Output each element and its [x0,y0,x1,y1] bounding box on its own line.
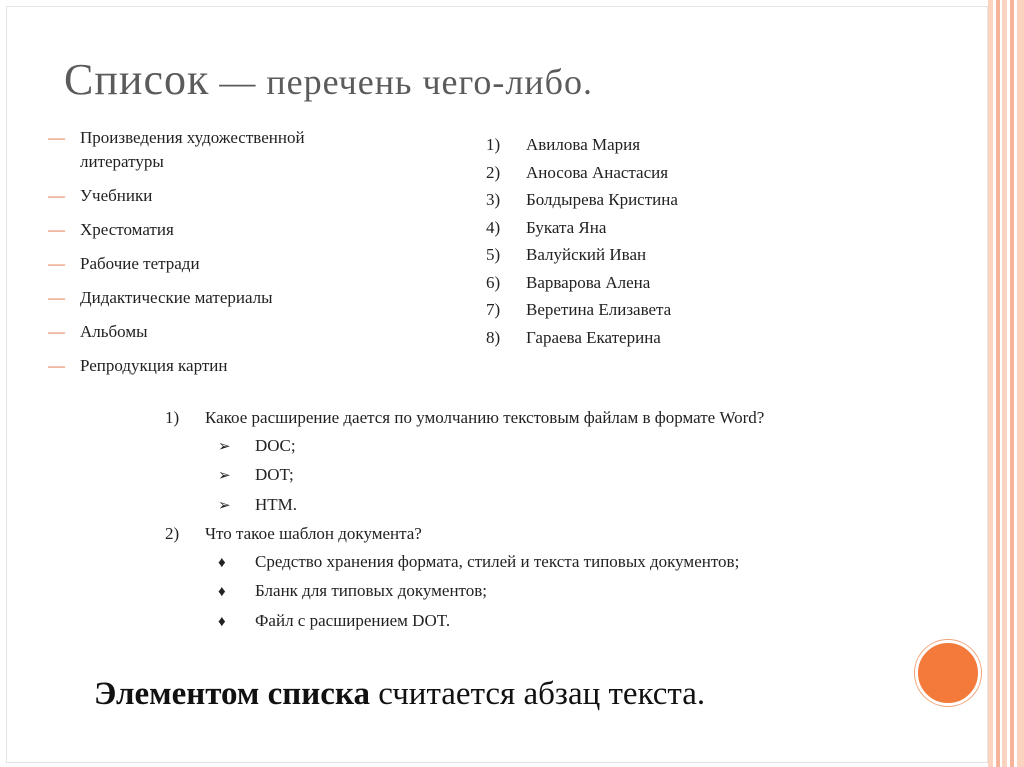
answer-option-text: HTM. [255,494,298,514]
list-item [486,131,806,159]
answer-option-text: DOC; [255,435,296,455]
slide-title: Список — перечень чего-либо. [64,55,593,104]
conclusion-text: Элементом списка считается абзац текста. [94,676,706,712]
answer-option-text: Средство хранения формата, стилей и текста типовых документов; [255,551,740,571]
question [165,520,965,548]
materials-list [48,126,388,388]
list-item-text: Болдырева Кристина [526,190,678,209]
list-item [486,324,806,352]
dash-marker: — [48,356,65,375]
question-text: Что такое шаблон документа? [205,524,422,543]
list-item-text: Учебники [80,186,153,205]
question-text: Какое расширение дается по умолчанию текстовым файлам в формате Word? [205,408,765,427]
list-number: 1) [486,135,501,154]
list-item [486,159,806,187]
answer-option [218,577,965,607]
list-item [48,218,388,242]
list-item [486,241,806,269]
dash-marker: — [48,254,65,273]
list-number: 3) [486,190,501,209]
answer-option [218,461,965,491]
diamond-bullet-icon: ♦ [218,584,226,600]
question [165,404,965,432]
decorative-stripes [988,0,1024,767]
list-item [486,269,806,297]
list-item-text: Рабочие тетради [80,254,200,273]
list-number: 4) [486,217,501,237]
answer-option [218,491,965,521]
list-item [48,252,388,276]
list-item [48,184,388,208]
arrow-bullet-icon: ➢ [218,438,231,455]
arrow-bullet-icon: ➢ [218,497,231,514]
list-item-text: Аносова Анастасия [526,162,669,182]
list-item-text: Дидактические материалы [80,288,273,307]
orange-circle-decoration [915,640,981,706]
list-item-text: Альбомы [80,322,148,341]
list-item-text: Валуйский Иван [526,245,647,264]
list-item [486,214,806,242]
list-number: 8) [486,327,501,347]
list-item [48,320,388,344]
students-list [486,131,806,351]
list-item-text: Хрестоматия [80,220,174,239]
dash-marker: — [48,220,65,239]
list-item-text: Произведения художественной литературы [80,128,305,171]
list-item-text: Авилова Мария [526,135,641,154]
answer-option-text: DOT; [255,465,294,484]
list-item-text: Варварова Алена [526,272,651,292]
list-number: 6) [486,272,501,292]
list-item [48,354,388,378]
dash-marker: — [48,128,65,147]
dash-marker: — [48,288,65,307]
list-item [48,286,388,310]
list-item-text: Веретина Елизавета [526,300,672,319]
list-item [486,296,806,324]
list-item [48,126,388,174]
answer-option [218,432,965,462]
answer-option-text: Файл с расширением DOT. [255,610,451,630]
question-number: 2) [165,524,180,543]
questions-list [165,404,965,636]
arrow-bullet-icon: ➢ [218,468,231,484]
answer-option-text: Бланк для типовых документов; [255,581,487,600]
answer-options [165,432,965,521]
dash-marker: — [48,186,65,205]
list-item-text: Буката Яна [526,217,607,237]
question-number: 1) [165,408,180,427]
list-item-text: Гараева Екатерина [526,327,661,347]
diamond-bullet-icon: ♦ [218,554,226,571]
list-item-text: Репродукция картин [80,356,228,375]
diamond-bullet-icon: ♦ [218,613,226,630]
answer-option [218,548,965,578]
answer-option [218,607,965,637]
answer-options [165,548,965,637]
dash-marker: — [48,322,65,341]
list-number: 2) [486,162,501,182]
list-number: 5) [486,245,501,264]
list-item [486,186,806,214]
list-number: 7) [486,300,501,319]
